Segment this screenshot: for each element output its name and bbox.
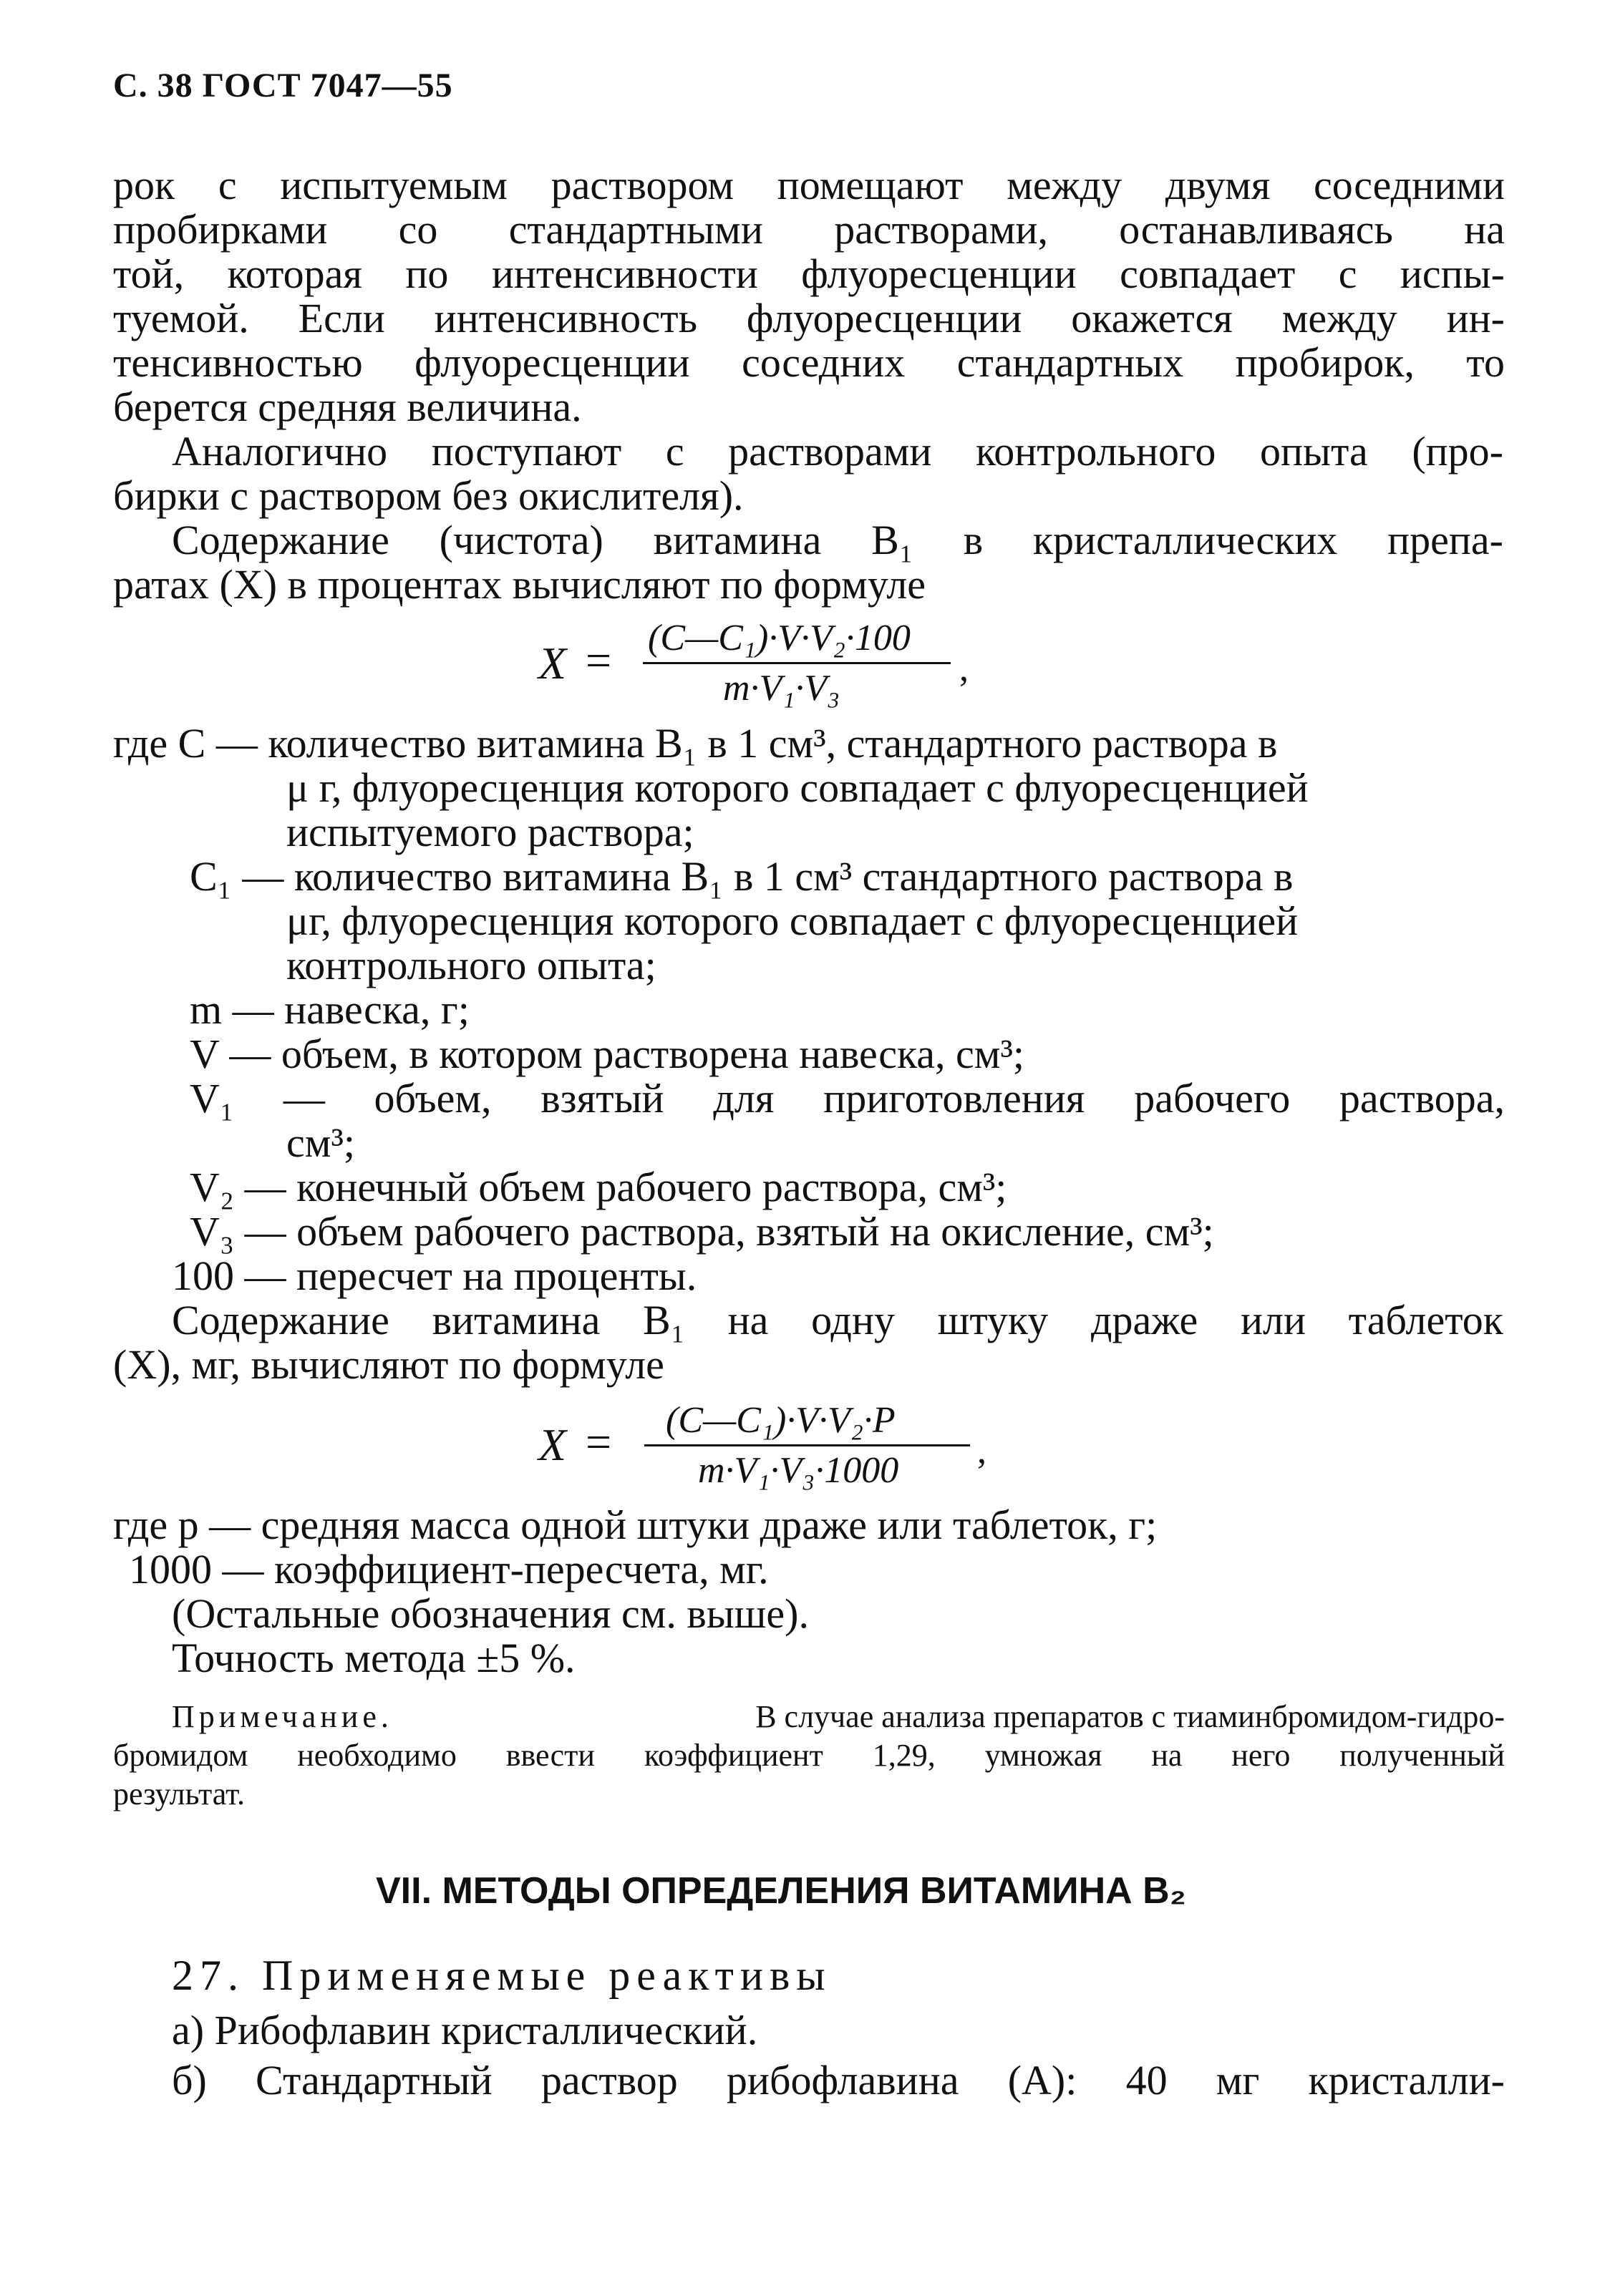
formula-numerator: (C—C₁)·V·V₂·100 bbox=[648, 618, 911, 658]
def-c1-line3: контрольного опыта; bbox=[286, 942, 656, 988]
text-line: туемой. Если интенсивность флуоресценции окажется между ин- bbox=[113, 295, 1505, 341]
note-line3: результат. bbox=[113, 1776, 246, 1811]
item-b-line: б) Стандартный раствор рибофлавина (A): 40 мг кристалли- bbox=[172, 2057, 1505, 2103]
formula-numerator: (C—C₁)·V·V₂·P bbox=[666, 1400, 896, 1441]
def-c1-line2: μг, флуоресценция которого совпадает с флуоресценцией bbox=[286, 898, 1299, 944]
text-line: пробирками со стандартными растворами, останавливаясь на bbox=[113, 206, 1505, 253]
def-v2: V₂ — конечный объем рабочего раствора, см³; bbox=[190, 1164, 1007, 1210]
formula-trail: , bbox=[977, 1431, 986, 1472]
section-title: VII. МЕТОДЫ ОПРЕДЕЛЕНИЯ ВИТАМИНА B₂ bbox=[376, 1870, 1186, 1912]
note-line2: бромидом необходимо ввести коэффициент 1,29, умножая на него полученный bbox=[113, 1738, 1505, 1773]
text-line: Содержание (чистота) витамина B₁ в кристаллических препа- bbox=[172, 517, 1503, 563]
def-p: где p — средняя масса одной штуки драже или таблеток, г; bbox=[113, 1502, 1158, 1548]
def-c-line1: где C — количество витамина B₁ в 1 см³, стандартного раствора в bbox=[113, 720, 1278, 767]
note-line1 bbox=[172, 1698, 1505, 1736]
text-line: той, которая по интенсивности флуоресценции совпадает с испы- bbox=[113, 250, 1505, 297]
text-line: (X), мг, вычисляют по формуле bbox=[113, 1341, 664, 1388]
page-header: С. 38 ГОСТ 7047—55 bbox=[113, 67, 453, 104]
fraction-bar bbox=[644, 1444, 970, 1446]
def-c-line2: μ г, флуоресценция которого совпадает с флуоресценцией bbox=[286, 764, 1309, 811]
formula-lhs: X bbox=[538, 638, 567, 689]
formula-equals: = bbox=[586, 1416, 612, 1467]
item-27-heading: 27. Применяемые реактивы bbox=[172, 1952, 832, 1999]
def-v1-line1: V₁ — объем, взятый для приготовления рабочего раствора, bbox=[190, 1075, 1505, 1122]
formula-denominator: m·V₁·V₃ bbox=[723, 668, 840, 709]
accuracy: Точность метода ±5 %. bbox=[172, 1635, 576, 1681]
def-m: m — навеска, г; bbox=[190, 986, 470, 1033]
formula-denominator: m·V₁·V₃·1000 bbox=[698, 1450, 899, 1491]
note-label: Примечание. bbox=[172, 1699, 393, 1734]
def-100: 100 — пересчет на проценты. bbox=[172, 1252, 697, 1299]
def-c1-line1: C₁ — количество витамина B₁ в 1 см³ стандартного раствора в bbox=[190, 853, 1294, 900]
def-v1-line2: см³; bbox=[286, 1119, 355, 1166]
formula-lhs: X bbox=[538, 1419, 567, 1470]
def-rest: (Остальные обозначения см. выше). bbox=[172, 1590, 809, 1637]
text-line: бирки с раствором без окислителя). bbox=[113, 472, 744, 519]
formula-trail: , bbox=[959, 648, 969, 689]
fraction-bar bbox=[643, 662, 951, 664]
text-line: берется средняя величина. bbox=[113, 384, 582, 430]
note-text: В случае анализа препаратов с тиаминбромидом-гидро- bbox=[755, 1699, 1505, 1734]
def-1000: 1000 — коэффициент-пересчета, мг. bbox=[129, 1546, 769, 1592]
def-c-line3: испытуемого раствора; bbox=[286, 809, 694, 855]
item-a: а) Рибофлавин кристаллический. bbox=[172, 2007, 758, 2053]
text-line: Содержание витамина B₁ на одну штуку драже или таблеток bbox=[172, 1297, 1503, 1343]
def-v: V — объем, в котором растворена навеска, см³; bbox=[190, 1031, 1024, 1077]
formula-equals: = bbox=[586, 635, 612, 686]
def-v3: V₃ — объем рабочего раствора, взятый на окисление, см³; bbox=[190, 1208, 1214, 1255]
text-line: Аналогично поступают с растворами контрольного опыта (про- bbox=[172, 428, 1503, 475]
text-line: тенсивностью флуоресценции соседних стандартных пробирок, то bbox=[113, 339, 1505, 386]
text-line: рок с испытуемым раствором помещают между двумя соседними bbox=[113, 162, 1505, 208]
text-line: ратах (X) в процентах вычисляют по формуле bbox=[113, 561, 926, 608]
